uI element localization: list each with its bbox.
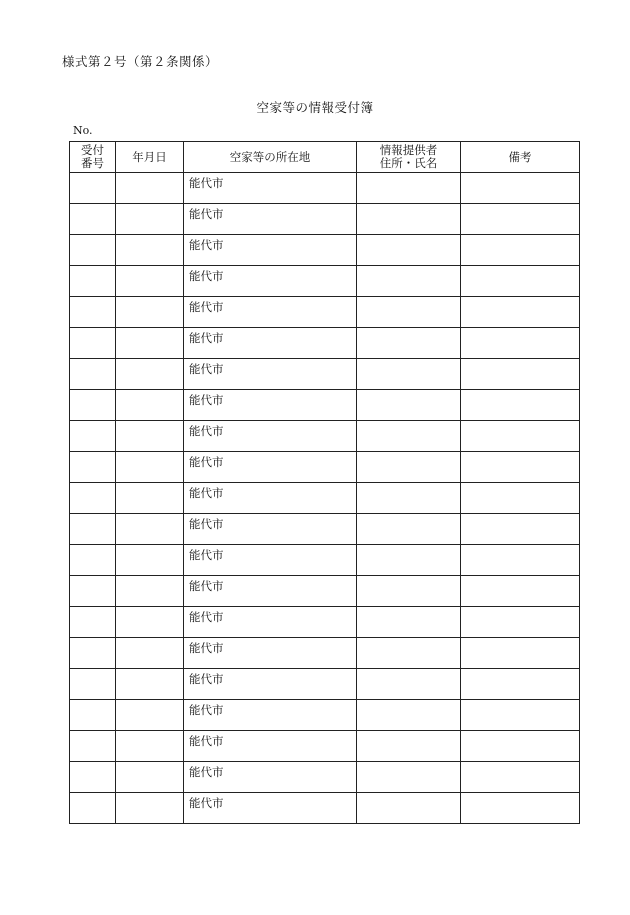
receipt-number-cell[interactable]: [70, 607, 116, 638]
date-cell[interactable]: [116, 793, 184, 824]
location-cell[interactable]: [184, 793, 357, 824]
remarks-cell[interactable]: [461, 545, 580, 576]
informant-header: [357, 142, 461, 173]
receipt-number-cell[interactable]: [70, 204, 116, 235]
location-cell-text: 能代市: [189, 269, 224, 283]
informant-cell[interactable]: [357, 204, 461, 235]
location-cell[interactable]: [184, 204, 357, 235]
remarks-cell[interactable]: [461, 266, 580, 297]
table-row: [70, 173, 580, 204]
informant-cell[interactable]: [357, 173, 461, 204]
table-row: [70, 421, 580, 452]
location-cell[interactable]: [184, 328, 357, 359]
receipt-number-cell[interactable]: [70, 731, 116, 762]
receipt-number-cell[interactable]: [70, 452, 116, 483]
remarks-cell[interactable]: [461, 576, 580, 607]
location-cell-text: 能代市: [189, 579, 224, 593]
informant-cell[interactable]: [357, 793, 461, 824]
date-cell[interactable]: [116, 669, 184, 700]
remarks-cell[interactable]: [461, 638, 580, 669]
location-cell-text: 能代市: [189, 703, 224, 717]
informant-cell[interactable]: [357, 638, 461, 669]
receipt-number-cell[interactable]: [70, 545, 116, 576]
informant-header-line2: 住所・氏名: [379, 156, 438, 170]
remarks-cell[interactable]: [461, 700, 580, 731]
location-cell-text: 能代市: [189, 796, 224, 810]
remarks-cell[interactable]: [461, 235, 580, 266]
table-row: [70, 762, 580, 793]
receipt-number-cell[interactable]: [70, 483, 116, 514]
receipt-number-cell[interactable]: [70, 576, 116, 607]
form-identifier: 様式第２号（第２条関係）: [62, 54, 219, 69]
date-cell[interactable]: [116, 235, 184, 266]
table-row: [70, 266, 580, 297]
location-cell-text: 能代市: [189, 393, 224, 407]
informant-cell[interactable]: [357, 421, 461, 452]
date-cell[interactable]: [116, 545, 184, 576]
remarks-cell[interactable]: [461, 607, 580, 638]
table-row: [70, 204, 580, 235]
table-row: [70, 545, 580, 576]
remarks-cell[interactable]: [461, 297, 580, 328]
receipt-number-cell[interactable]: [70, 390, 116, 421]
receipt-number-cell[interactable]: [70, 421, 116, 452]
receipt-number-header-line2: 番号: [81, 156, 104, 170]
location-cell[interactable]: [184, 514, 357, 545]
location-cell[interactable]: [184, 638, 357, 669]
location-cell-text: 能代市: [189, 734, 224, 748]
location-cell-text: 能代市: [189, 765, 224, 779]
table-row: [70, 638, 580, 669]
receipt-number-cell[interactable]: [70, 669, 116, 700]
date-cell[interactable]: [116, 483, 184, 514]
receipt-number-cell[interactable]: [70, 700, 116, 731]
date-cell[interactable]: [116, 731, 184, 762]
information-ledger-table: [69, 141, 580, 824]
table-row: [70, 359, 580, 390]
date-cell[interactable]: [116, 173, 184, 204]
location-cell[interactable]: [184, 762, 357, 793]
remarks-cell[interactable]: [461, 359, 580, 390]
receipt-number-cell[interactable]: [70, 235, 116, 266]
receipt-number-cell[interactable]: [70, 638, 116, 669]
document-title: 空家等の情報受付簿: [256, 100, 374, 115]
informant-cell[interactable]: [357, 266, 461, 297]
informant-cell[interactable]: [357, 762, 461, 793]
remarks-cell[interactable]: [461, 483, 580, 514]
location-cell-text: 能代市: [189, 517, 224, 531]
remarks-cell[interactable]: [461, 421, 580, 452]
date-cell[interactable]: [116, 700, 184, 731]
location-cell[interactable]: [184, 731, 357, 762]
date-cell[interactable]: [116, 638, 184, 669]
table-row: [70, 235, 580, 266]
location-cell-text: 能代市: [189, 424, 224, 438]
location-cell[interactable]: [184, 700, 357, 731]
table-row: [70, 328, 580, 359]
location-cell[interactable]: [184, 359, 357, 390]
receipt-number-cell[interactable]: [70, 266, 116, 297]
receipt-number-cell[interactable]: [70, 359, 116, 390]
receipt-number-cell[interactable]: [70, 762, 116, 793]
informant-header-line1: 情報提供者: [379, 143, 438, 157]
table-row: [70, 607, 580, 638]
remarks-cell[interactable]: [461, 514, 580, 545]
receipt-number-cell[interactable]: [70, 297, 116, 328]
date-cell[interactable]: [116, 421, 184, 452]
remarks-cell[interactable]: [461, 328, 580, 359]
location-cell[interactable]: [184, 576, 357, 607]
date-cell[interactable]: [116, 204, 184, 235]
date-header: 年月日: [116, 142, 184, 173]
remarks-cell[interactable]: [461, 793, 580, 824]
date-cell[interactable]: [116, 390, 184, 421]
receipt-number-cell[interactable]: [70, 328, 116, 359]
remarks-cell[interactable]: [461, 669, 580, 700]
receipt-number-cell[interactable]: [70, 793, 116, 824]
informant-cell[interactable]: [357, 700, 461, 731]
location-cell[interactable]: [184, 607, 357, 638]
receipt-number-header-line1: 受付: [81, 143, 104, 157]
informant-cell[interactable]: [357, 514, 461, 545]
location-cell-text: 能代市: [189, 486, 224, 500]
remarks-cell[interactable]: [461, 204, 580, 235]
location-cell-text: 能代市: [189, 610, 224, 624]
location-cell[interactable]: [184, 483, 357, 514]
location-cell[interactable]: [184, 545, 357, 576]
table-row: [70, 452, 580, 483]
receipt-number-cell[interactable]: [70, 514, 116, 545]
table-row: [70, 390, 580, 421]
location-cell[interactable]: [184, 669, 357, 700]
remarks-cell[interactable]: [461, 173, 580, 204]
table-row: [70, 576, 580, 607]
location-cell-text: 能代市: [189, 548, 224, 562]
date-cell[interactable]: [116, 514, 184, 545]
date-cell[interactable]: [116, 328, 184, 359]
location-cell-text: 能代市: [189, 362, 224, 376]
location-header: 空家等の所在地: [184, 142, 357, 173]
number-label: No.: [73, 124, 93, 137]
informant-cell[interactable]: [357, 359, 461, 390]
table-row: [70, 297, 580, 328]
informant-cell[interactable]: [357, 731, 461, 762]
location-cell[interactable]: [184, 390, 357, 421]
location-cell-text: 能代市: [189, 455, 224, 469]
date-cell[interactable]: [116, 359, 184, 390]
informant-cell[interactable]: [357, 607, 461, 638]
date-cell[interactable]: [116, 297, 184, 328]
informant-cell[interactable]: [357, 452, 461, 483]
informant-cell[interactable]: [357, 669, 461, 700]
informant-cell[interactable]: [357, 235, 461, 266]
receipt-number-header: [70, 142, 116, 173]
location-cell[interactable]: [184, 173, 357, 204]
remarks-cell[interactable]: [461, 762, 580, 793]
table-row: [70, 793, 580, 824]
date-cell[interactable]: [116, 452, 184, 483]
remarks-cell[interactable]: [461, 390, 580, 421]
location-cell-text: 能代市: [189, 331, 224, 345]
remarks-cell[interactable]: [461, 452, 580, 483]
informant-cell[interactable]: [357, 576, 461, 607]
location-cell[interactable]: [184, 421, 357, 452]
location-cell-text: 能代市: [189, 300, 224, 314]
informant-cell[interactable]: [357, 545, 461, 576]
table-row: [70, 514, 580, 545]
table-header-row: [70, 142, 580, 173]
date-cell[interactable]: [116, 762, 184, 793]
date-cell[interactable]: [116, 576, 184, 607]
informant-cell[interactable]: [357, 328, 461, 359]
table-row: [70, 700, 580, 731]
ledger-body: [70, 173, 580, 824]
informant-cell[interactable]: [357, 297, 461, 328]
location-cell-text: 能代市: [189, 641, 224, 655]
informant-cell[interactable]: [357, 483, 461, 514]
table-row: [70, 731, 580, 762]
table-row: [70, 669, 580, 700]
location-cell-text: 能代市: [189, 207, 224, 221]
location-cell-text: 能代市: [189, 238, 224, 252]
date-cell[interactable]: [116, 266, 184, 297]
receipt-number-cell[interactable]: [70, 173, 116, 204]
remarks-cell[interactable]: [461, 731, 580, 762]
remarks-header: 備考: [461, 142, 580, 173]
location-cell-text: 能代市: [189, 176, 224, 190]
location-cell-text: 能代市: [189, 672, 224, 686]
location-cell[interactable]: [184, 297, 357, 328]
date-cell[interactable]: [116, 607, 184, 638]
table-row: [70, 483, 580, 514]
informant-cell[interactable]: [357, 390, 461, 421]
location-cell[interactable]: [184, 235, 357, 266]
location-cell[interactable]: [184, 266, 357, 297]
location-cell[interactable]: [184, 452, 357, 483]
